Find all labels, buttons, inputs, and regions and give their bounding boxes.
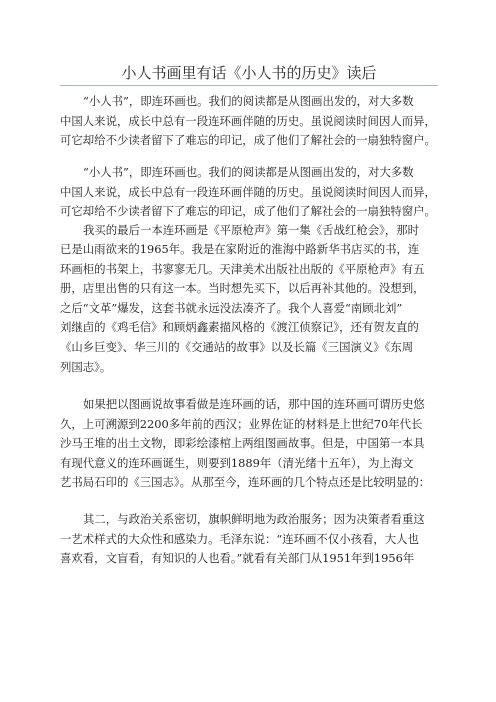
paragraph-line: 有现代意义的连环画诞生，则要到1889年（清光绪十五年），为上海文 bbox=[60, 455, 414, 470]
paragraph-line: 列国志》。 bbox=[60, 359, 112, 374]
paragraph-line: 我买的最后一本连环画是《平原枪声》第一集《舌战红枪会》，那时 bbox=[83, 222, 420, 237]
document-title: 小人书画里有话《小人书的历史》读后 bbox=[121, 64, 377, 82]
paragraph-line: 喜欢看，文盲看，有知识的人也看。”就看有关部门从1951年到1956年 bbox=[60, 551, 415, 566]
paragraph-line: 可它却给不少读者留下了难忘的印记，成了他们了解社会的一扇独特窗户。 bbox=[60, 133, 436, 148]
paragraph-line: 沙马王堆的出土文物，即彩绘漆棺上两组图画故事。但是，中国第一本具 bbox=[60, 436, 425, 451]
paragraph-line: 环画柜的书架上，书寥寥无几。天津美术出版社出版的《平原枪声》有五 bbox=[60, 261, 425, 276]
paragraph-line: 一艺术样式的大众性和感染力。毛泽东说：“连环画不仅小孩看，大人也 bbox=[60, 531, 419, 546]
paragraph bbox=[60, 163, 446, 222]
paragraph-line: 其二，与政治关系密切，旗帜鲜明地为政治服务；因为决策者看重这 bbox=[83, 512, 425, 526]
paragraph-line: “小人书”，即连环画也。我们的阅读都是从图画出发的，对大多数 bbox=[83, 165, 414, 179]
paragraph-line: “小人书”，即连环画也。我们的阅读都是从图画出发的，对大多数 bbox=[83, 94, 414, 108]
paragraph-line: 刘继卣的《鸡毛信》和顾炳鑫素描风格的《渡江侦察记》，还有贺友直的 bbox=[60, 320, 419, 335]
paragraph bbox=[60, 510, 446, 569]
title-underline bbox=[60, 85, 438, 86]
paragraph-line: 中国人来说，成长中总有一段连环画伴随的历史。虽说阅读时间因人而异， bbox=[60, 113, 436, 128]
paragraph-line: 久，上可溯源到2200多年前的西汉；业界佐证的材料是上世纪70年代长 bbox=[60, 416, 423, 431]
paragraph-line: 《山乡巨变》、华三川的《交通站的故事》以及长篇《三国演义》《东周 bbox=[60, 340, 414, 355]
paragraph-line: 之后“文革”爆发，这套书就永远没法凑齐了。我个人喜爱“南顾北刘” bbox=[60, 300, 403, 315]
paragraph-line: 中国人来说，成长中总有一段连环画伴随的历史。虽说阅读时间因人而异， bbox=[60, 184, 436, 199]
paragraph bbox=[60, 395, 446, 493]
paragraph-line: 已是山雨欲来的1965年。我是在家附近的淮海中路新华书店买的书，连 bbox=[60, 242, 420, 257]
paragraph-line: 可它却给不少读者留下了难忘的印记，成了他们了解社会的一扇独特窗户。 bbox=[60, 204, 436, 219]
paragraph-line: 册，店里出售的只有这一本。当时想先买下，以后再补其他的。没想到， bbox=[60, 281, 425, 296]
paragraph bbox=[60, 92, 446, 151]
paragraph bbox=[60, 221, 446, 378]
paragraph-line: 艺书局石印的《三国志》。从那至今，连环画的几个特点还是比较明显的： bbox=[60, 475, 431, 490]
paragraph-line: 如果把以图画说故事看做是连环画的话，那中国的连环画可谓历史悠 bbox=[83, 397, 425, 411]
